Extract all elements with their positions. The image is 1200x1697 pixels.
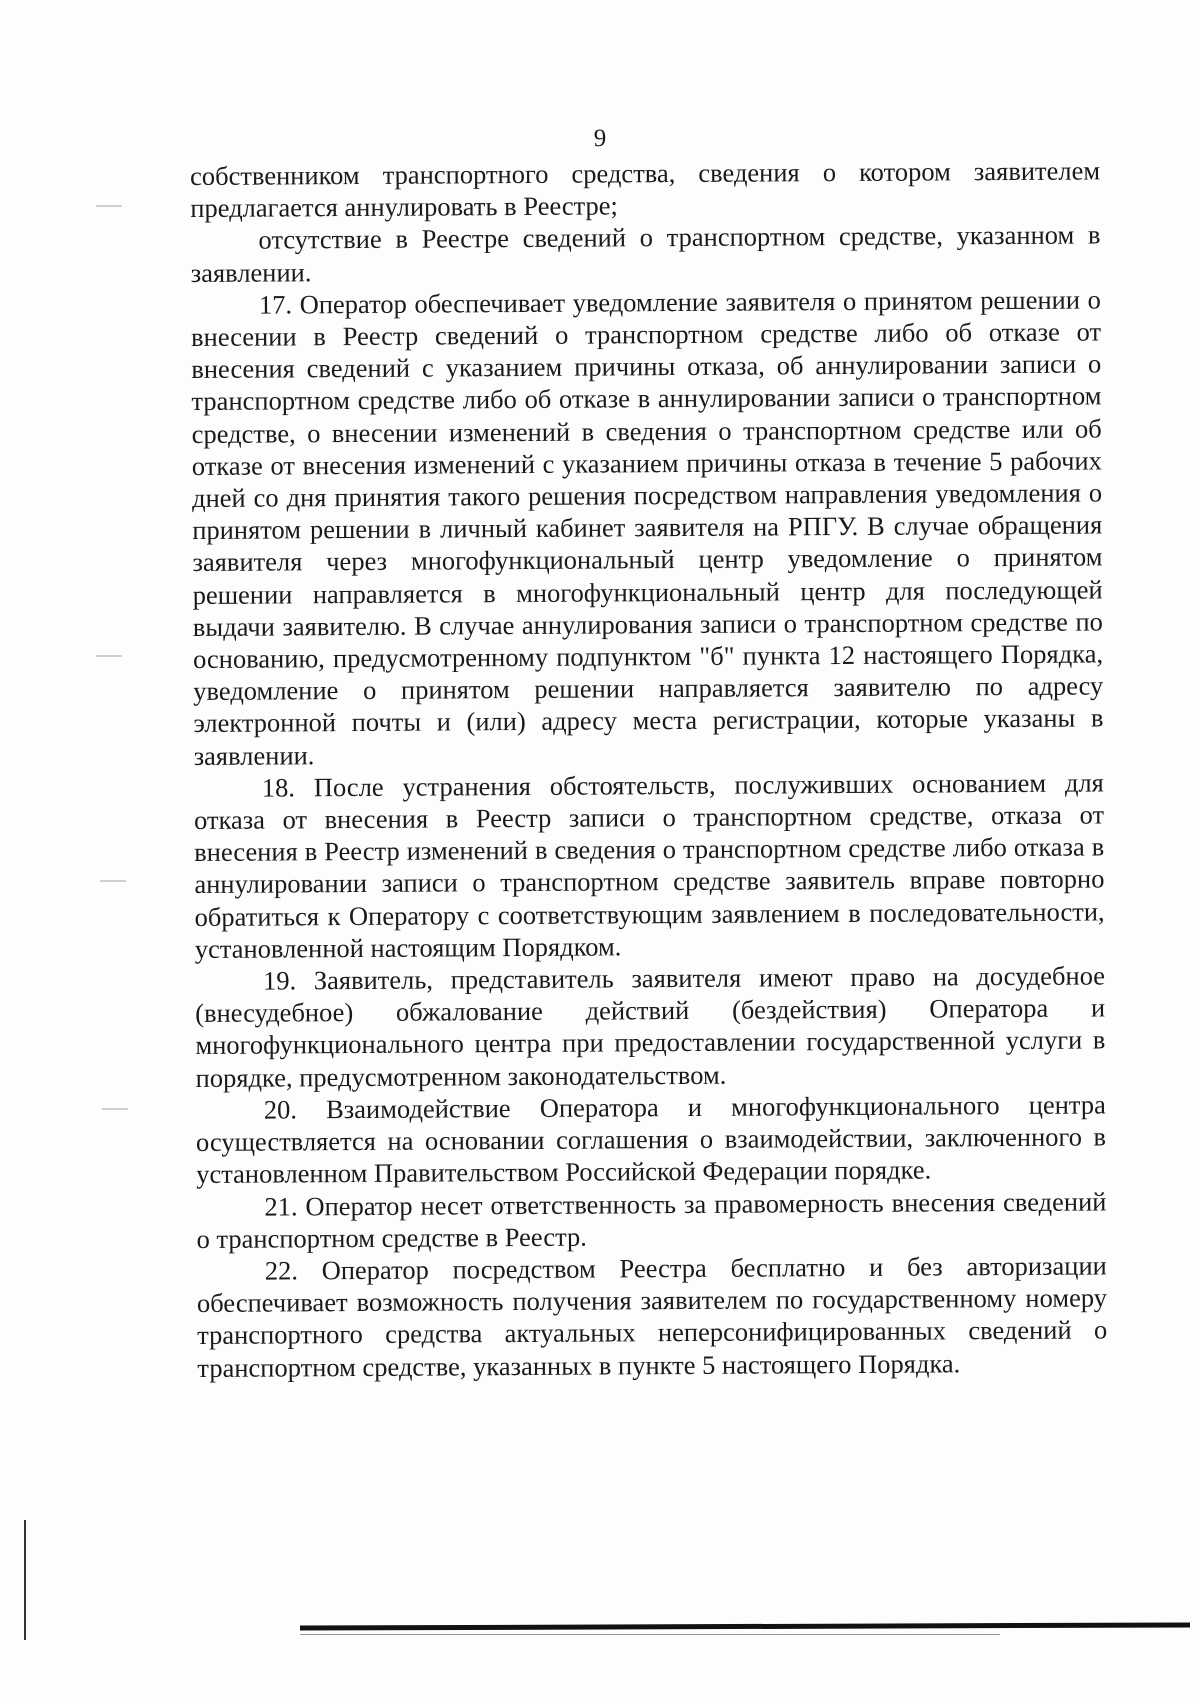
scan-edge-line-faint [300, 1634, 1000, 1635]
paragraph-20: 20. Взаимодействие Оператора и многофункционального центра осуществляется на основании соглашения о взаимодействии, заключенного в установленном Правительством Российской Федерации порядке. [195, 1089, 1107, 1190]
scan-margin-mark [96, 655, 122, 657]
paragraph-19: 19. Заявитель, представитель заявителя имеют право на досудебное (внесудебное) обжалование действий (бездействия) Оператора и многофункционального центра при предоставлении государственной услуги в порядке, предусмотренном законодательством. [195, 960, 1106, 1093]
scan-edge-line-left [24, 1520, 26, 1640]
scan-margin-mark [96, 205, 122, 207]
paragraph-absence-clause: отсутствие в Реестре сведений о транспортном средстве, указанном в заявлении. [190, 219, 1101, 288]
paragraph-continuation: собственником транспортного средства, сведения о котором заявителем предлагается аннулировать в Реестре; [190, 155, 1101, 224]
scan-margin-mark [100, 880, 126, 882]
paragraph-18: 18. После устранения обстоятельств, послуживших основанием для отказа от внесения в Реестр записи о транспортном средстве, отказа от внесения в Реестр изменений в сведения о транспортном средстве либо отказа в аннулировании записи о транспортном средстве заявитель вправе повторно обратиться к Оператору с соответствующим заявлением в последовательности, установленной настоящим Порядком. [193, 767, 1105, 964]
scan-margin-mark [102, 1108, 128, 1110]
document-body [190, 154, 1107, 1383]
scan-edge-line-bottom [300, 1622, 1190, 1630]
paragraph-17: 17. Оператор обеспечивает уведомление заявителя о принятом решении о внесении в Реестр сведений о транспортном средстве либо об отказе от внесения сведений с указанием причины отказа, об аннулировании записи о транспортном средстве либо об отказе в аннулировании записи о транспортном средстве, о внесении изменений в сведения о транспортном средстве или об отказе от внесения изменений с указанием причины отказа в течение 5 рабочих дней со дня принятия такого решения посредством направления уведомления о принятом решении в личный кабинет заявителя на РПГУ. В случае обращения заявителя через многофункциональный центр уведомление о принятом решении направляется в многофункциональный центр для последующей выдачи заявителю. В случае аннулирования записи о транспортном средстве по основанию, предусмотренному подпунктом "б" пункта 12 настоящего Порядка, уведомление о принятом решении направляется заявителю по адресу электронной почты и (или) адресу места регистрации, которые указаны в заявлении. [190, 284, 1104, 771]
page-number: 9 [593, 125, 607, 152]
paragraph-21: 21. Оператор несет ответственность за правомерность внесения сведений о транспортном средстве в Реестр. [196, 1185, 1107, 1254]
paragraph-22: 22. Оператор посредством Реестра бесплатно и без авторизации обеспечивает возможность получения заявителем по государственному номеру транспортного средства актуальных неперсонифицированных сведений о транспортном средстве, указанных в пункте 5 настоящего Порядка. [196, 1250, 1108, 1383]
